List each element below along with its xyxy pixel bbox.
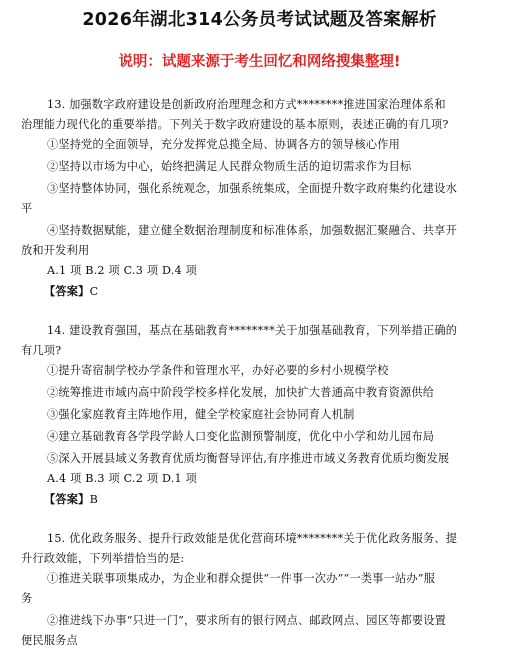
option-1-cont: 务 — [21, 592, 33, 605]
option-1: ①坚持党的全面领导，充分发挥党总揽全局、协调各方的领导核心作用 — [47, 138, 401, 151]
question-stem: 15. 优化政务服务、提升行政效能是优化营商环境********关于优化政务服务、提 — [47, 532, 458, 545]
document-title: 2026年湖北314公务员考试试题及答案解析 — [82, 10, 437, 30]
question-stem: 13. 加强数字政府建设是创新政府治理理念和方式********推进国家治理体系和 — [47, 98, 446, 111]
question-stem-cont: 有几项? — [21, 344, 62, 357]
option-2: ②坚持以市场为中心，始终把满足人民群众物质生活的迫切需求作为目标 — [47, 160, 412, 173]
answer-row — [44, 493, 98, 507]
question-stem-cont: 治理能力现代化的重要举措。下列关于数字政府建设的基本原则，表述正确的有几项? — [21, 118, 449, 131]
option-3: ③坚持整体协同，强化系统观念，加强系统集成，全面提升数字政府集约化建设水 — [47, 182, 457, 195]
question-stem-cont: 升行政效能，下列举措恰当的是: — [21, 552, 185, 565]
option-3: ③强化家庭教育主阵地作用，健全学校家庭社会协同育人机制 — [47, 408, 355, 421]
answer-value: C — [89, 285, 99, 298]
option-4-cont: 放和开发利用 — [21, 244, 90, 257]
option-1: ①推进关联事项集成办，为企业和群众提供“一件事一次办”“一类事一站办”服 — [47, 572, 436, 585]
answer-choices: A.1 项 B.2 项 C.3 项 D.4 项 — [47, 264, 197, 277]
question-stem: 14. 建设教育强国，基点在基础教育********关于加强基础教育，下列举措正确的 — [47, 324, 458, 337]
answer-choices: A.4 项 B.3 项 C.2 项 D.1 项 — [47, 472, 197, 485]
option-4: ④建立基础教育各学段学龄人口变化监测预警制度，优化中小学和幼儿园布局 — [47, 430, 435, 443]
answer-row — [44, 285, 98, 299]
answer-value: B — [89, 493, 98, 506]
option-4: ④坚持数据赋能，建立健全数据治理制度和标准体系，加强数据汇聚融合、共享开 — [47, 224, 457, 237]
option-3-cont: 平 — [21, 202, 33, 215]
option-2: ②统筹推进市域内高中阶段学校多样化发展，加快扩大普通高中教育资源供给 — [47, 386, 435, 399]
option-5: ⑤深入开展县域义务教育优质均衡督导评估,有序推进市域义务教育优质均衡发展 — [47, 452, 450, 465]
option-1: ①提升寄宿制学校办学条件和管理水平，办好必要的乡村小规模学校 — [47, 364, 389, 377]
option-2: ②推进线下办事“只进一门”，要求所有的银行网点、邮政网点、园区等都要设置 — [47, 614, 447, 627]
answer-label: 【答案】 — [44, 493, 90, 506]
source-notice: 说明：试题来源于考生回忆和网络搜集整理! — [118, 54, 401, 70]
option-2-cont: 便民服务点 — [21, 634, 78, 647]
answer-label: 【答案】 — [44, 285, 90, 298]
